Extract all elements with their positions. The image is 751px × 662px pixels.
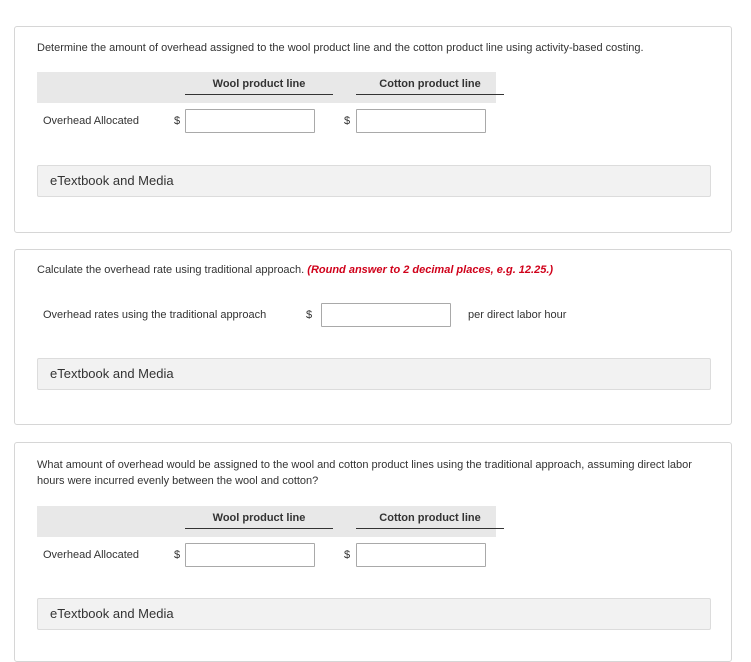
column-header-wool: Wool product line [185, 510, 333, 529]
column-header-wool: Wool product line [185, 76, 333, 95]
row-label-overhead-allocated: Overhead Allocated [43, 549, 140, 561]
question-text: Determine the amount of overhead assigned to the wool product line and the cotton product line using activity-based costing. [37, 42, 644, 54]
row-label-overhead-allocated: Overhead Allocated [43, 115, 140, 127]
question-panel-traditional-allocation [14, 442, 732, 662]
unit-label: per direct labor hour [468, 309, 567, 321]
currency-symbol: $ [174, 549, 181, 561]
etextbook-media-button[interactable]: eTextbook and Media [37, 165, 711, 197]
currency-symbol: $ [344, 549, 351, 561]
etextbook-media-button[interactable]: eTextbook and Media [37, 598, 711, 630]
question-panel-abc [14, 26, 732, 233]
column-header-cotton: Cotton product line [356, 510, 504, 529]
question-panel-traditional-rate [14, 249, 732, 425]
currency-symbol: $ [174, 115, 181, 127]
rounding-instruction: (Round answer to 2 decimal places, e.g. 12.25.) [307, 264, 554, 276]
currency-symbol: $ [344, 115, 351, 127]
row-label-overhead-rate: Overhead rates using the traditional approach [43, 309, 267, 321]
table-header [37, 72, 496, 103]
question-text: What amount of overhead would be assigned to the wool and cotton product lines using the traditional approach, assuming direct labor hours were incurred evenly between the wool and cotton? [37, 459, 692, 487]
column-header-cotton: Cotton product line [356, 76, 504, 95]
currency-symbol: $ [306, 309, 313, 321]
etextbook-media-button[interactable]: eTextbook and Media [37, 358, 711, 390]
question-text-main: Calculate the overhead rate using traditional approach. [37, 264, 305, 276]
cotton-overhead-input[interactable] [356, 109, 486, 133]
wool-overhead-input[interactable] [185, 543, 315, 567]
question-text [37, 262, 709, 278]
overhead-rate-input[interactable] [321, 303, 451, 327]
cotton-overhead-input[interactable] [356, 543, 486, 567]
wool-overhead-input[interactable] [185, 109, 315, 133]
table-header [37, 506, 496, 537]
